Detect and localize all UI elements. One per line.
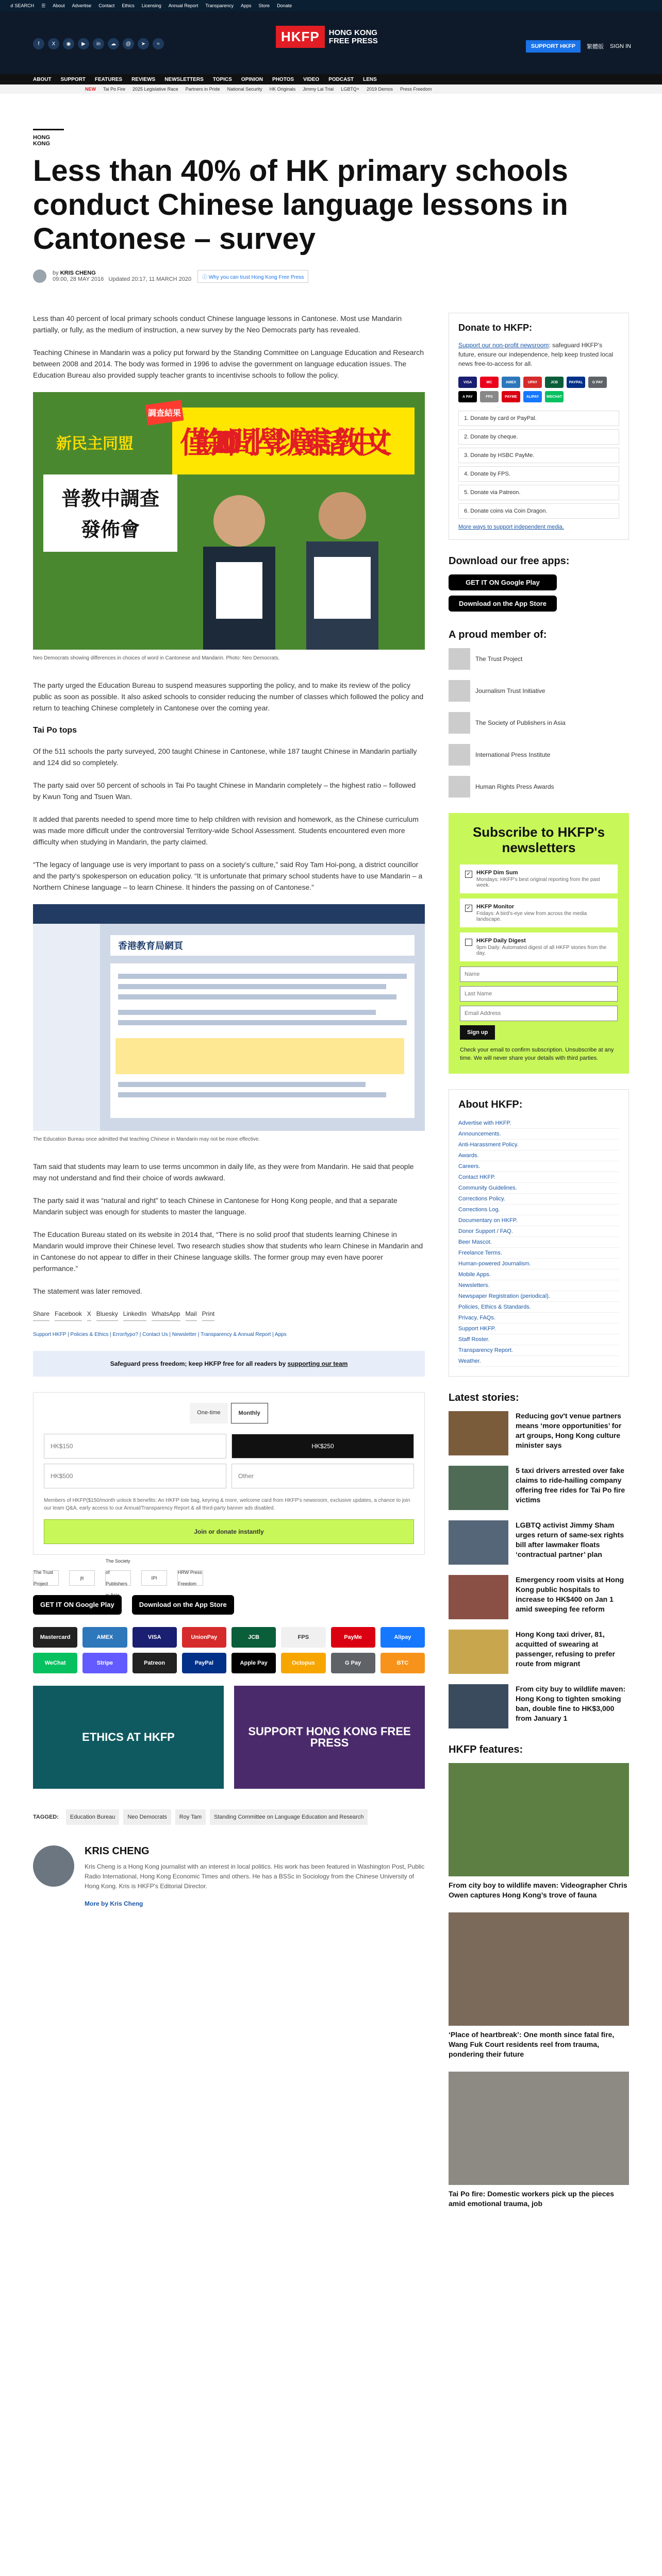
main-nav bbox=[0, 74, 662, 84]
amount-option-selected[interactable]: HK$250 bbox=[231, 1434, 414, 1459]
photo-caption: Neo Democrats showing differences in choices of word in Cantonese and Mandarin. Photo: Neo Democrats. bbox=[33, 655, 280, 661]
payment-logo: PayMe bbox=[331, 1627, 375, 1648]
about-link[interactable]: Anti-Harassment Policy. bbox=[458, 1140, 619, 1150]
amount-option[interactable]: HK$150 bbox=[44, 1434, 226, 1459]
trending-link[interactable]: Tai Po Fire bbox=[103, 87, 126, 92]
donate-link[interactable]: Donate bbox=[277, 3, 292, 8]
card-logo: G PAY bbox=[588, 377, 607, 388]
publish-date: 09:00, 28 MAY 2016 bbox=[53, 276, 104, 282]
nav-item-photos[interactable]: PHOTOS bbox=[272, 76, 294, 82]
support-promo[interactable]: SUPPORT HONG KONG FREE PRESS bbox=[234, 1686, 425, 1789]
app-store-button[interactable]: Download on the App Store bbox=[449, 596, 557, 612]
signup-button[interactable]: Sign up bbox=[460, 1025, 495, 1040]
story-thumbnail bbox=[449, 1575, 508, 1619]
tagged-label: TAGGED: bbox=[33, 1814, 59, 1820]
feature-item[interactable]: ‘Place of heartbreak’: One month since fatal fire, Wang Fuk Court residents reel from trauma, pondering their future bbox=[449, 1912, 629, 2059]
donate-option[interactable]: 1. Donate by card or PayPal. bbox=[458, 411, 619, 426]
feature-item[interactable]: Tai Po fire: Domestic workers pick up the pieces amid emotional trauma, job bbox=[449, 2072, 629, 2209]
search-link[interactable]: ☌ SEARCH bbox=[10, 3, 35, 8]
payment-methods bbox=[33, 1627, 425, 1673]
donate-box bbox=[449, 313, 629, 540]
newsletter-option[interactable]: HKFP Daily Digest 9pm Daily: Automated digest of all HKFP stories from the day. bbox=[460, 933, 618, 961]
press-photo-illustration bbox=[33, 392, 425, 650]
promo-banners bbox=[33, 1686, 425, 1789]
feature-item[interactable]: From city boy to wildlife maven: Videographer Chris Owen captures Hong Kong’s trove of fauna bbox=[449, 1763, 629, 1900]
checkbox-checked[interactable]: ✓ bbox=[465, 905, 472, 912]
donate-option[interactable]: 5. Donate via Patreon. bbox=[458, 485, 619, 500]
paragraph: Tam said that students may learn to use terms uncommon in daily life, as they were from Mandarin. He said that people may not understand and find their choice of words awkward. bbox=[33, 1162, 414, 1182]
newsletter-signup bbox=[449, 813, 629, 1074]
photo-sign-text: 普教中調查 bbox=[61, 487, 160, 510]
about-link[interactable]: Support HKFP. bbox=[458, 1324, 619, 1334]
policy-links[interactable]: Support HKFP | Policies & Ethics | Error/typo? | Contact Us | Newsletter | Transparency & Annual Report | Apps bbox=[33, 1332, 287, 1337]
share-bar bbox=[33, 1308, 425, 1321]
story-item[interactable]: Emergency room visits at Hong Kong public hospitals to increase to HK$400 on Jan 1 amid sweeping fee reform bbox=[449, 1575, 629, 1619]
paragraph: The party urged the Education Bureau to suspend measures supporting the policy, and to make its review of the policy public as soon as possible. It also asked schools to consider reducing the number of classes which followed the policy and return to teaching Chinese completely in Cantonese over the coming year. bbox=[33, 681, 424, 712]
author-box bbox=[33, 1845, 425, 1909]
article-body bbox=[33, 313, 425, 2221]
linkedin-icon[interactable]: in bbox=[93, 38, 104, 49]
payment-logo: JCB bbox=[231, 1627, 276, 1648]
x-icon[interactable]: X bbox=[48, 38, 59, 49]
jti-badge[interactable]: jti bbox=[69, 1570, 95, 1586]
about-link[interactable]: Freelance Terms. bbox=[458, 1248, 619, 1259]
latest-stories bbox=[449, 1392, 629, 1728]
about-link[interactable]: Mobile Apps. bbox=[458, 1269, 619, 1280]
about-link[interactable]: Newspaper Registration (periodical). bbox=[458, 1291, 619, 1302]
feature-image bbox=[449, 2072, 629, 2185]
licensing-link[interactable]: Licensing bbox=[141, 3, 161, 8]
google-play-button[interactable]: GET IT ON Google Play bbox=[33, 1595, 122, 1615]
org-logo-icon bbox=[449, 680, 470, 702]
story-item[interactable]: Hong Kong taxi driver, 81, acquitted of swearing at passenger, refusing to prefer route from migrant bbox=[449, 1630, 629, 1674]
nav-item-support[interactable]: SUPPORT bbox=[60, 76, 86, 82]
trending-link[interactable]: HK Originals bbox=[269, 87, 296, 92]
payment-logo: Mastercard bbox=[33, 1627, 77, 1648]
member-org[interactable]: The Society of Publishers in Asia bbox=[449, 712, 629, 734]
sign-in-link[interactable]: SIGN IN bbox=[610, 43, 631, 49]
about-link[interactable]: Beer Mascot. bbox=[458, 1237, 619, 1248]
member-org[interactable]: Journalism Trust Initiative bbox=[449, 680, 629, 702]
newsletter-title: Subscribe to HKFP's newsletters bbox=[472, 824, 605, 855]
language-switch[interactable]: 繁體版 bbox=[587, 44, 604, 50]
first-name-input[interactable] bbox=[460, 967, 618, 982]
story-thumbnail bbox=[449, 1684, 508, 1728]
donate-option[interactable]: 3. Donate by HSBC PayMe. bbox=[458, 448, 619, 463]
paragraph: Of the 511 schools the party surveyed, 200 taught Chinese in Cantonese, while 187 taught Chinese in Mandarin partially and 124 did so completely. bbox=[33, 747, 417, 767]
article-wrapper bbox=[33, 129, 629, 2221]
press-conference-photo bbox=[33, 392, 425, 650]
site-header bbox=[0, 11, 662, 74]
photo-sign-text: 發佈會 bbox=[80, 518, 140, 541]
youtube-icon[interactable]: ▶ bbox=[78, 38, 89, 49]
last-name-input[interactable] bbox=[460, 986, 618, 1002]
nav-item-about[interactable]: ABOUT bbox=[33, 76, 52, 82]
donate-option[interactable]: 2. Donate by cheque. bbox=[458, 429, 619, 445]
author-link[interactable]: KRIS CHENG bbox=[60, 270, 96, 276]
card-logo: ALIPAY bbox=[523, 391, 542, 402]
app-store-row bbox=[33, 1595, 425, 1615]
trending-bar bbox=[0, 84, 662, 94]
card-logo: WECHAT bbox=[545, 391, 564, 402]
author-avatar bbox=[33, 269, 46, 283]
amount-option-other[interactable]: Other bbox=[231, 1464, 414, 1488]
quote-paragraph: “The legacy of language use is very important to pass on a society’s culture,” said Roy Tam Hoi-pong, a district councillor and the party’s spokesperson on education policy. “It is unfortunate that primary school students have to use Mandarin – a Northern Chinese language – to learn Chinese. It hinders the passing on of Cantonese.” bbox=[33, 860, 423, 891]
about-link[interactable]: Awards. bbox=[458, 1150, 619, 1161]
card-logo: FPS bbox=[480, 391, 499, 402]
share-bluesky-button[interactable]: Bluesky bbox=[96, 1308, 118, 1321]
story-thumbnail bbox=[449, 1466, 508, 1510]
latest-title: Latest stories: bbox=[449, 1392, 519, 1403]
donation-widget bbox=[33, 1392, 425, 1555]
frequency-toggle bbox=[44, 1403, 414, 1423]
about-link[interactable]: About bbox=[53, 3, 65, 8]
story-item[interactable]: From city buy to wildlife maven: Hong Kong to tighten smoking ban, double fine to HK$3,000 from January 1 bbox=[449, 1684, 629, 1728]
monthly-option[interactable]: Monthly bbox=[231, 1403, 268, 1423]
about-link[interactable]: Transparency Report. bbox=[458, 1345, 619, 1356]
feature-image bbox=[449, 1763, 629, 1876]
print-button[interactable]: Print bbox=[202, 1308, 215, 1321]
trending-link[interactable]: 2019 Demos bbox=[366, 87, 393, 92]
trust-button[interactable]: ⓘ Why you can trust Hong Kong Free Press bbox=[197, 270, 308, 283]
about-link[interactable]: Privacy, FAQs. bbox=[458, 1313, 619, 1324]
paragraph: It added that parents needed to spend more time to help children with revision and homework, as the Chinese curriculum was made more difficult under the controversial Territory-wide School Assessment. Students encountered even more difficulty when studying in Mandarin, the party claimed. bbox=[33, 815, 419, 846]
facebook-icon[interactable]: f bbox=[33, 38, 44, 49]
new-label: NEW bbox=[85, 87, 96, 92]
amount-options bbox=[44, 1434, 414, 1488]
signup-note: Check your email to confirm subscription. Unsubscribe at any time. We will never share your details with third parties. bbox=[460, 1047, 614, 1061]
logo-text: HONG KONG FREE PRESS bbox=[328, 28, 378, 45]
about-link[interactable]: Documentary on HKFP. bbox=[458, 1215, 619, 1226]
org-logo-icon bbox=[449, 648, 470, 670]
advertise-link[interactable]: Advertise bbox=[72, 3, 92, 8]
apps-title: Download our free apps: bbox=[449, 555, 570, 567]
menu-icon[interactable]: ☰ bbox=[41, 3, 46, 8]
payment-logo: AMEX bbox=[82, 1627, 127, 1648]
about-link[interactable]: Announcements. bbox=[458, 1129, 619, 1140]
tag[interactable]: Roy Tam bbox=[175, 1809, 206, 1825]
byline-text: by KRIS CHENG 09:00, 28 MAY 2016 Updated 20:17, 11 MARCH 2020 bbox=[53, 270, 192, 282]
sopa-badge[interactable]: The Society of Publishers bbox=[106, 1558, 130, 1586]
nav-item-podcast[interactable]: PODCAST bbox=[328, 76, 354, 82]
photo-party-name: 新民主同盟 bbox=[56, 435, 134, 453]
paragraph: The party said over 50 percent of schools in Tai Po taught Chinese in Mandarin completely – the highest ratio – followed by Kwun Tong and Tsuen Wan. bbox=[33, 781, 416, 801]
trending-link[interactable]: Partners in Pride bbox=[185, 87, 220, 92]
about-link[interactable]: Corrections Log. bbox=[458, 1205, 619, 1215]
about-link[interactable]: Human-powered Journalism. bbox=[458, 1259, 619, 1269]
section-subheading: Tai Po tops bbox=[33, 726, 77, 735]
share-label: Share bbox=[33, 1308, 49, 1321]
support-team-link[interactable]: supporting our team bbox=[287, 1360, 348, 1367]
about-link[interactable]: Community Guidelines. bbox=[458, 1183, 619, 1194]
hkfp-features bbox=[449, 1744, 629, 2209]
paragraph: The party said it was “natural and right” to teach Chinese in Cantonese for Hong Kong people, and that a separate Mandarin subject was enough for students to master the language. bbox=[33, 1196, 398, 1216]
org-logo-icon bbox=[449, 744, 470, 766]
nav-item-reviews[interactable]: REVIEWS bbox=[131, 76, 156, 82]
story-thumbnail bbox=[449, 1411, 508, 1455]
features-title: HKFP features: bbox=[449, 1744, 523, 1755]
donate-option[interactable]: 6. Donate coins via Coin Dragon. bbox=[458, 503, 619, 519]
about-title: About HKFP: bbox=[458, 1099, 523, 1110]
sidebar-apps bbox=[449, 574, 629, 612]
threads-icon[interactable]: @ bbox=[123, 38, 134, 49]
payment-logo: FPS bbox=[281, 1627, 325, 1648]
newsletter-option[interactable]: ✓ HKFP Dim Sum Mondays: HKFP's best original reporting from the past week. bbox=[460, 865, 618, 893]
share-mail-button[interactable]: Mail bbox=[186, 1308, 197, 1321]
ipi-badge[interactable]: IPI bbox=[141, 1570, 167, 1586]
updated-date: Updated 20:17, 11 MARCH 2020 bbox=[108, 276, 192, 282]
checkbox-unchecked[interactable] bbox=[465, 939, 472, 946]
donate-option[interactable]: 4. Donate by FPS. bbox=[458, 466, 619, 482]
trending-link[interactable]: Press Freedom bbox=[400, 87, 432, 92]
about-link[interactable]: Donor Support / FAQ. bbox=[458, 1226, 619, 1237]
support-hkfp-button[interactable]: SUPPORT HKFP bbox=[526, 40, 581, 53]
photo-banner: 調查結果 bbox=[147, 408, 181, 418]
member-org[interactable]: Human Rights Press Awards bbox=[449, 776, 629, 798]
about-links bbox=[458, 1118, 619, 1367]
social-links bbox=[33, 38, 164, 49]
payment-logo: Patreon bbox=[133, 1653, 177, 1673]
paragraph: Less than 40 percent of local primary schools conduct Chinese language lessons in Cantonese. Most use Mandarin partially, or fully, as the medium of instruction, a new survey by the Neo Democrats party has revealed. bbox=[33, 314, 402, 334]
payment-logo: WeChat bbox=[33, 1653, 77, 1673]
photo-headline: 僅餘200間小學以廣東話教中文！ bbox=[180, 425, 407, 460]
screenshot-title: 香港教育局網頁 bbox=[118, 941, 183, 952]
payment-logo: Alipay bbox=[380, 1627, 425, 1648]
more-by-author-link[interactable]: More by Kris Cheng bbox=[85, 1900, 143, 1907]
trending-link[interactable]: LGBTQ+ bbox=[341, 87, 359, 92]
transparency-link[interactable]: Transparency bbox=[205, 3, 234, 8]
story-item[interactable]: 5 taxi drivers arrested over fake claims to ride-hailing company offering free rides for Tai Po fire victims bbox=[449, 1466, 629, 1510]
share-linkedin-button[interactable]: LinkedIn bbox=[123, 1308, 146, 1321]
email-input[interactable] bbox=[460, 1006, 618, 1021]
author-bio: Kris Cheng is a Hong Kong journalist with an interest in local politics. His work has been featured in Washington Post, Public Radio International, Hong Kong Economic Times and others. He has a BSSc in Sociology from the Chinese University of Hong Kong. Kris is HKFP's Editorial Director. bbox=[85, 1863, 425, 1890]
trending-link[interactable]: National Security bbox=[227, 87, 262, 92]
trust-badges bbox=[33, 1558, 425, 1586]
tag[interactable]: Neo Democrats bbox=[123, 1809, 171, 1825]
education-bureau-screenshot bbox=[33, 904, 425, 1131]
app-store-button[interactable]: Download on the App Store bbox=[132, 1595, 234, 1615]
author-photo bbox=[33, 1845, 74, 1887]
paragraph: Teaching Chinese in Mandarin was a policy put forward by the Standing Committee on Language Education and Research between 2008 and 2014. The body was formed in 1996 to advise the government on language education issues. The Education Bureau also provided supply teacher grants to incentivise schools to follow the policy. bbox=[33, 348, 424, 379]
tag[interactable]: Education Bureau bbox=[66, 1809, 119, 1825]
nav-item-newsletters[interactable]: NEWSLETTERS bbox=[164, 76, 204, 82]
google-play-button[interactable]: GET IT ON Google Play bbox=[449, 574, 557, 590]
more-ways-link[interactable]: More ways to support independent media. bbox=[458, 524, 564, 530]
nav-item-topics[interactable]: TOPICS bbox=[212, 76, 232, 82]
share-x-button[interactable]: X bbox=[87, 1308, 91, 1321]
tag-list bbox=[33, 1809, 425, 1825]
about-link[interactable]: Corrections Policy. bbox=[458, 1194, 619, 1205]
webpage-illustration bbox=[33, 904, 425, 1131]
org-logo-icon bbox=[449, 712, 470, 734]
contact-link[interactable]: Contact bbox=[98, 3, 115, 8]
telegram-icon[interactable]: ➤ bbox=[138, 38, 149, 49]
article-category[interactable]: HONG KONG bbox=[33, 129, 64, 147]
store-link[interactable]: Store bbox=[258, 3, 270, 8]
payment-logo: UnionPay bbox=[182, 1627, 226, 1648]
byline bbox=[33, 269, 629, 283]
about-link[interactable]: Newsletters. bbox=[458, 1280, 619, 1291]
card-logo: PAYME bbox=[502, 391, 520, 402]
card-logo: A PAY bbox=[458, 391, 477, 402]
instagram-icon[interactable]: ◉ bbox=[63, 38, 74, 49]
member-org[interactable]: The Trust Project bbox=[449, 648, 629, 670]
apps-link[interactable]: Apps bbox=[241, 3, 252, 8]
article-title: Less than 40% of HK primary schools conduct Chinese language lessons in Cantonese – survey bbox=[33, 154, 568, 256]
member-org[interactable]: International Press Institute bbox=[449, 744, 629, 766]
newsletter-option[interactable]: ✓ HKFP Monitor Fridays: A bird's-eye view from across the media landscape. bbox=[460, 899, 618, 927]
donate-intro: Support our non-profit newsroom: safeguard HKFP’s future, ensure our independence, help keep trusted local news free-to-access for all. bbox=[458, 342, 614, 367]
bluesky-icon[interactable]: ☁ bbox=[108, 38, 119, 49]
about-link[interactable]: Contact HKFP. bbox=[458, 1172, 619, 1183]
card-logo: PAYPAL bbox=[567, 377, 585, 388]
membership-benefits: Members of HKFP($150/month unlock 8 benefits: An HKFP tote bag, keyring & more, welcome card from HKFP's newsroom, exclusive updates, a chance to join our team Q&A, early access to our Annual/Transparency Report & all third-party banner ads disabled. bbox=[44, 1498, 410, 1511]
author-name[interactable]: KRIS CHENG bbox=[85, 1845, 150, 1857]
logo-mark: HKFP bbox=[276, 26, 325, 48]
card-logo: JCB bbox=[545, 377, 564, 388]
hrpa-badge[interactable]: HRW Press Freedom bbox=[177, 1570, 203, 1586]
card-logo: VISA bbox=[458, 377, 477, 388]
rss-icon[interactable]: ≈ bbox=[153, 38, 164, 49]
amount-option[interactable]: HK$500 bbox=[44, 1464, 226, 1488]
card-logos bbox=[458, 377, 619, 402]
ethics-link[interactable]: Ethics bbox=[122, 3, 135, 8]
payment-logo: PayPal bbox=[182, 1653, 226, 1673]
about-link[interactable]: Policies, Ethics & Standards. bbox=[458, 1302, 619, 1313]
support-newsroom-link[interactable]: Support our non-profit newsroom bbox=[458, 342, 549, 349]
tag[interactable]: Standing Committee on Language Education and Research bbox=[210, 1809, 368, 1825]
annual-report-link[interactable]: Annual Report bbox=[168, 3, 198, 8]
site-logo[interactable] bbox=[276, 26, 378, 48]
safeguard-banner: Safeguard press freedom; keep HKFP free for all readers by supporting our team bbox=[33, 1351, 425, 1377]
payment-logo: G Pay bbox=[331, 1653, 375, 1673]
ethics-promo[interactable]: ETHICS AT HKFP bbox=[33, 1686, 224, 1789]
story-item[interactable]: LGBTQ activist Jimmy Sham urges return of same-sex rights bill after lawmaker floats ‘contractual partner’ plan bbox=[449, 1520, 629, 1565]
card-logo: MC bbox=[480, 377, 499, 388]
about-link[interactable]: Weather. bbox=[458, 1356, 619, 1367]
utility-bar bbox=[0, 0, 662, 11]
payment-logo: Stripe bbox=[82, 1653, 127, 1673]
about-box bbox=[449, 1089, 629, 1377]
join-donate-button[interactable]: Join or donate instantly bbox=[44, 1519, 414, 1544]
trust-project-badge[interactable]: The Trust Project bbox=[33, 1570, 59, 1586]
trending-link[interactable]: Jimmy Lai Trial bbox=[303, 87, 334, 92]
story-thumbnail bbox=[449, 1520, 508, 1565]
card-logo: AMEX bbox=[502, 377, 520, 388]
trending-link[interactable]: 2025 Legislative Race bbox=[133, 87, 178, 92]
story-item[interactable]: Reducing gov't venue partners means ‘more opportunities’ for art groups, Hong Kong culture minister says bbox=[449, 1411, 629, 1455]
paragraph: The Education Bureau stated on its website in 2014 that, “There is no solid proof that students learning Chinese in Mandarin would improve their Chinese level. Two research studies show that students who learn Chinese in Mandarin and in Cantonese do not appear to differ in their Chinese language skills. The former group may even have poorer performance.” bbox=[33, 1230, 423, 1273]
share-facebook-button[interactable]: Facebook bbox=[55, 1308, 82, 1321]
about-link[interactable]: Advertise with HKFP. bbox=[458, 1118, 619, 1129]
payment-logo: BTC bbox=[380, 1653, 425, 1673]
share-whatsapp-button[interactable]: WhatsApp bbox=[152, 1308, 180, 1321]
nav-item-lens[interactable]: LENS bbox=[363, 76, 377, 82]
about-link[interactable]: Careers. bbox=[458, 1161, 619, 1172]
story-thumbnail bbox=[449, 1630, 508, 1674]
nav-item-features[interactable]: FEATURES bbox=[94, 76, 123, 82]
paragraph: The statement was later removed. bbox=[33, 1287, 142, 1295]
org-logo-icon bbox=[449, 776, 470, 798]
feature-image bbox=[449, 1912, 629, 2026]
checkbox-checked[interactable]: ✓ bbox=[465, 871, 472, 878]
donate-title: Donate to HKFP: bbox=[458, 323, 532, 333]
one-time-option[interactable]: One-time bbox=[190, 1403, 227, 1423]
payment-logo: Apple Pay bbox=[231, 1653, 276, 1673]
payment-logo: VISA bbox=[133, 1627, 177, 1648]
card-logo: UPAY bbox=[523, 377, 542, 388]
member-title: A proud member of: bbox=[449, 629, 547, 640]
member-list bbox=[449, 648, 629, 798]
header-actions bbox=[526, 40, 631, 53]
payment-logo: Octopus bbox=[281, 1653, 325, 1673]
nav-item-opinion[interactable]: OPINION bbox=[241, 76, 263, 82]
screenshot-caption: The Education Bureau once admitted that teaching Chinese in Mandarin may not be more effective. bbox=[33, 1137, 260, 1142]
about-link[interactable]: Staff Roster. bbox=[458, 1334, 619, 1345]
nav-item-video[interactable]: VIDEO bbox=[303, 76, 320, 82]
sidebar bbox=[449, 313, 629, 2221]
